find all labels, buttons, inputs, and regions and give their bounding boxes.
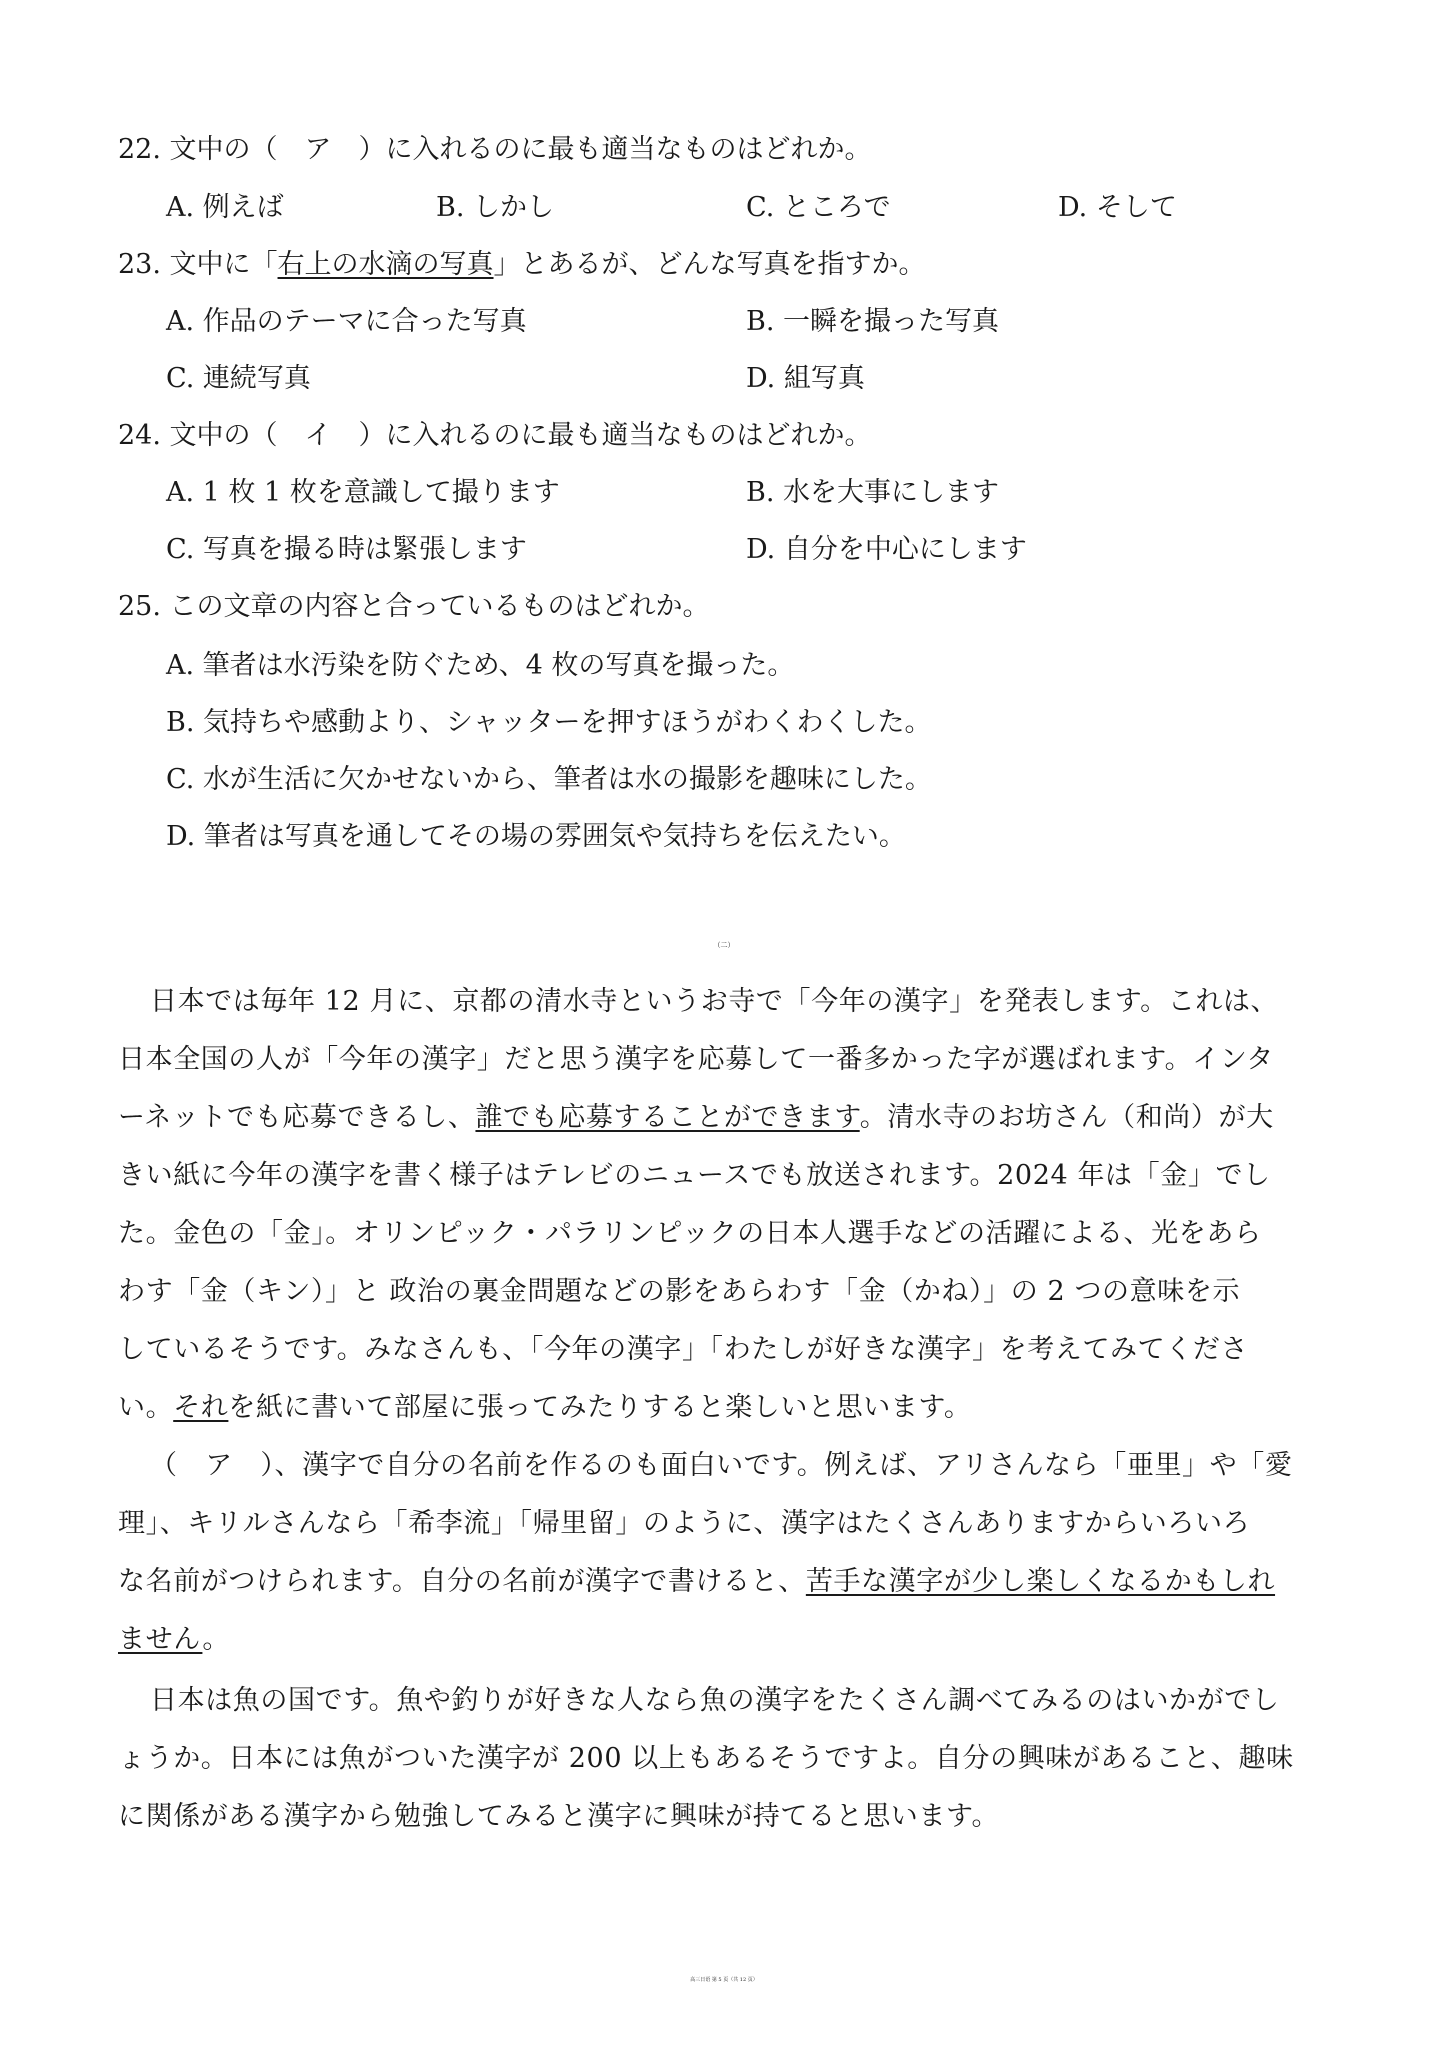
page-footer: 高三日语 第 5 页（共 12 页） xyxy=(690,1977,758,1983)
passage-underlined-phrase-2: 苦手な漢字が少し楽しくなるかもしれ xyxy=(805,1566,1276,1597)
passage-p1-line-7: しているそうです。みなさんも、「今年の漢字」「わたしが好きな漢字」を考えてみてくださ xyxy=(118,1334,1249,1365)
question-24-option-a: A. 1 枚 1 枚を意識して撮ります xyxy=(166,477,560,508)
question-23-underlined-phrase: 右上の水滴の写真 xyxy=(277,249,494,280)
passage-p1-line-8 xyxy=(118,1390,971,1426)
question-23-stem-prefix: 23. 文中に「 xyxy=(118,249,278,280)
passage-p2-line-3 xyxy=(118,1564,1275,1600)
question-23-option-a: A. 作品のテーマに合った写真 xyxy=(166,306,527,337)
question-25-option-b: B. 気持ちや感動より、シャッターを押すほうがわくわくした。 xyxy=(166,707,932,738)
section-title: （二） xyxy=(713,941,735,949)
passage-p2-line-4-suffix: 。 xyxy=(202,1624,231,1655)
passage-p3-line-1: 日本は魚の国です。魚や釣りが好きな人なら魚の漢字をたくさん調べてみるのはいかがでし xyxy=(150,1685,1280,1716)
passage-p3-line-3: に関係がある漢字から勉強してみると漢字に興味が持てると思います。 xyxy=(118,1801,1000,1832)
passage-p1-line-3-suffix: 。清水寺のお坊さん（和尚）が大 xyxy=(859,1102,1274,1133)
passage-p1-line-3-prefix: ーネットでも応募できるし、 xyxy=(118,1102,476,1133)
question-25-option-d: D. 筆者は写真を通してその場の雰囲気や気持ちを伝えたい。 xyxy=(166,821,906,852)
passage-p1-line-8-suffix: を紙に書いて部屋に張ってみたりすると楽しいと思います。 xyxy=(228,1392,972,1423)
question-24-option-d: D. 自分を中心にします xyxy=(746,534,1027,565)
passage-p1-line-2: 日本全国の人が「今年の漢字」だと思う漢字を応募して一番多かった字が選ばれます。インタ xyxy=(118,1044,1274,1075)
question-25-option-a: A. 筆者は水汚染を防ぐため、4 枚の写真を撮った。 xyxy=(166,650,795,681)
question-23-stem xyxy=(118,247,926,283)
passage-p2-line-4 xyxy=(118,1622,230,1658)
passage-p1-line-4: きい紙に今年の漢字を書く様子はテレビのニュースでも放送されます。2024 年は「金」でし xyxy=(118,1160,1271,1191)
passage-p1-line-5: た。金色の「金」。オリンピック・パラリンピックの日本人選手などの活躍による、光をあら xyxy=(118,1218,1262,1249)
question-22-option-a: A. 例えば xyxy=(166,192,284,223)
question-22-stem: 22. 文中の（ ア ）に入れるのに最も適当なものはどれか。 xyxy=(118,134,872,165)
passage-underlined-word-sore: それ xyxy=(173,1392,229,1423)
question-25-stem: 25. この文章の内容と合っているものはどれか。 xyxy=(118,591,710,622)
passage-underlined-phrase-1: 誰でも応募することができます xyxy=(475,1102,860,1133)
passage-p1-line-8-prefix: い。 xyxy=(118,1392,174,1423)
question-22-option-d: D. そして xyxy=(1058,192,1177,223)
question-23-stem-suffix: 」とあるが、どんな写真を指すか。 xyxy=(493,249,926,280)
question-22-option-c: C. ところで xyxy=(746,192,891,223)
passage-underlined-phrase-2-continued: ません xyxy=(118,1624,203,1655)
question-22-option-b: B. しかし xyxy=(436,192,555,223)
passage-p2-line-1: （ ア ）、漢字で自分の名前を作るのも面白いです。例えば、アリさんなら「亜里」や「愛 xyxy=(150,1450,1293,1481)
passage-p2-line-3-prefix: な名前がつけられます。自分の名前が漢字で書けると、 xyxy=(118,1566,806,1597)
passage-p1-line-1: 日本では毎年 12 月に、京都の清水寺というお寺で「今年の漢字」を発表します。これは、 xyxy=(150,986,1279,1017)
question-24-option-c: C. 写真を撮る時は緊張します xyxy=(166,534,527,565)
question-24-option-b: B. 水を大事にします xyxy=(746,477,1000,508)
passage-p1-line-3 xyxy=(118,1100,1274,1136)
passage-p1-line-6: わす「金（キン）」と 政治の裏金問題などの影をあらわす「金（かね）」の 2 つの意味を示 xyxy=(118,1276,1241,1307)
question-23-option-c: C. 連続写真 xyxy=(166,363,311,394)
question-24-stem: 24. 文中の（ イ ）に入れるのに最も適当なものはどれか。 xyxy=(118,420,872,451)
question-25-option-c: C. 水が生活に欠かせないから、筆者は水の撮影を趣味にした。 xyxy=(166,764,932,795)
question-23-option-b: B. 一瞬を撮った写真 xyxy=(746,306,1000,337)
passage-p2-line-2: 理」、キリルさんなら「希李流」「帰里留」のように、漢字はたくさんありますからいろいろ xyxy=(118,1508,1251,1539)
passage-p3-line-2: ょうか。日本には魚がついた漢字が 200 以上もあるそうですよ。自分の興味があること、趣味 xyxy=(118,1743,1294,1774)
question-23-option-d: D. 組写真 xyxy=(746,363,865,394)
